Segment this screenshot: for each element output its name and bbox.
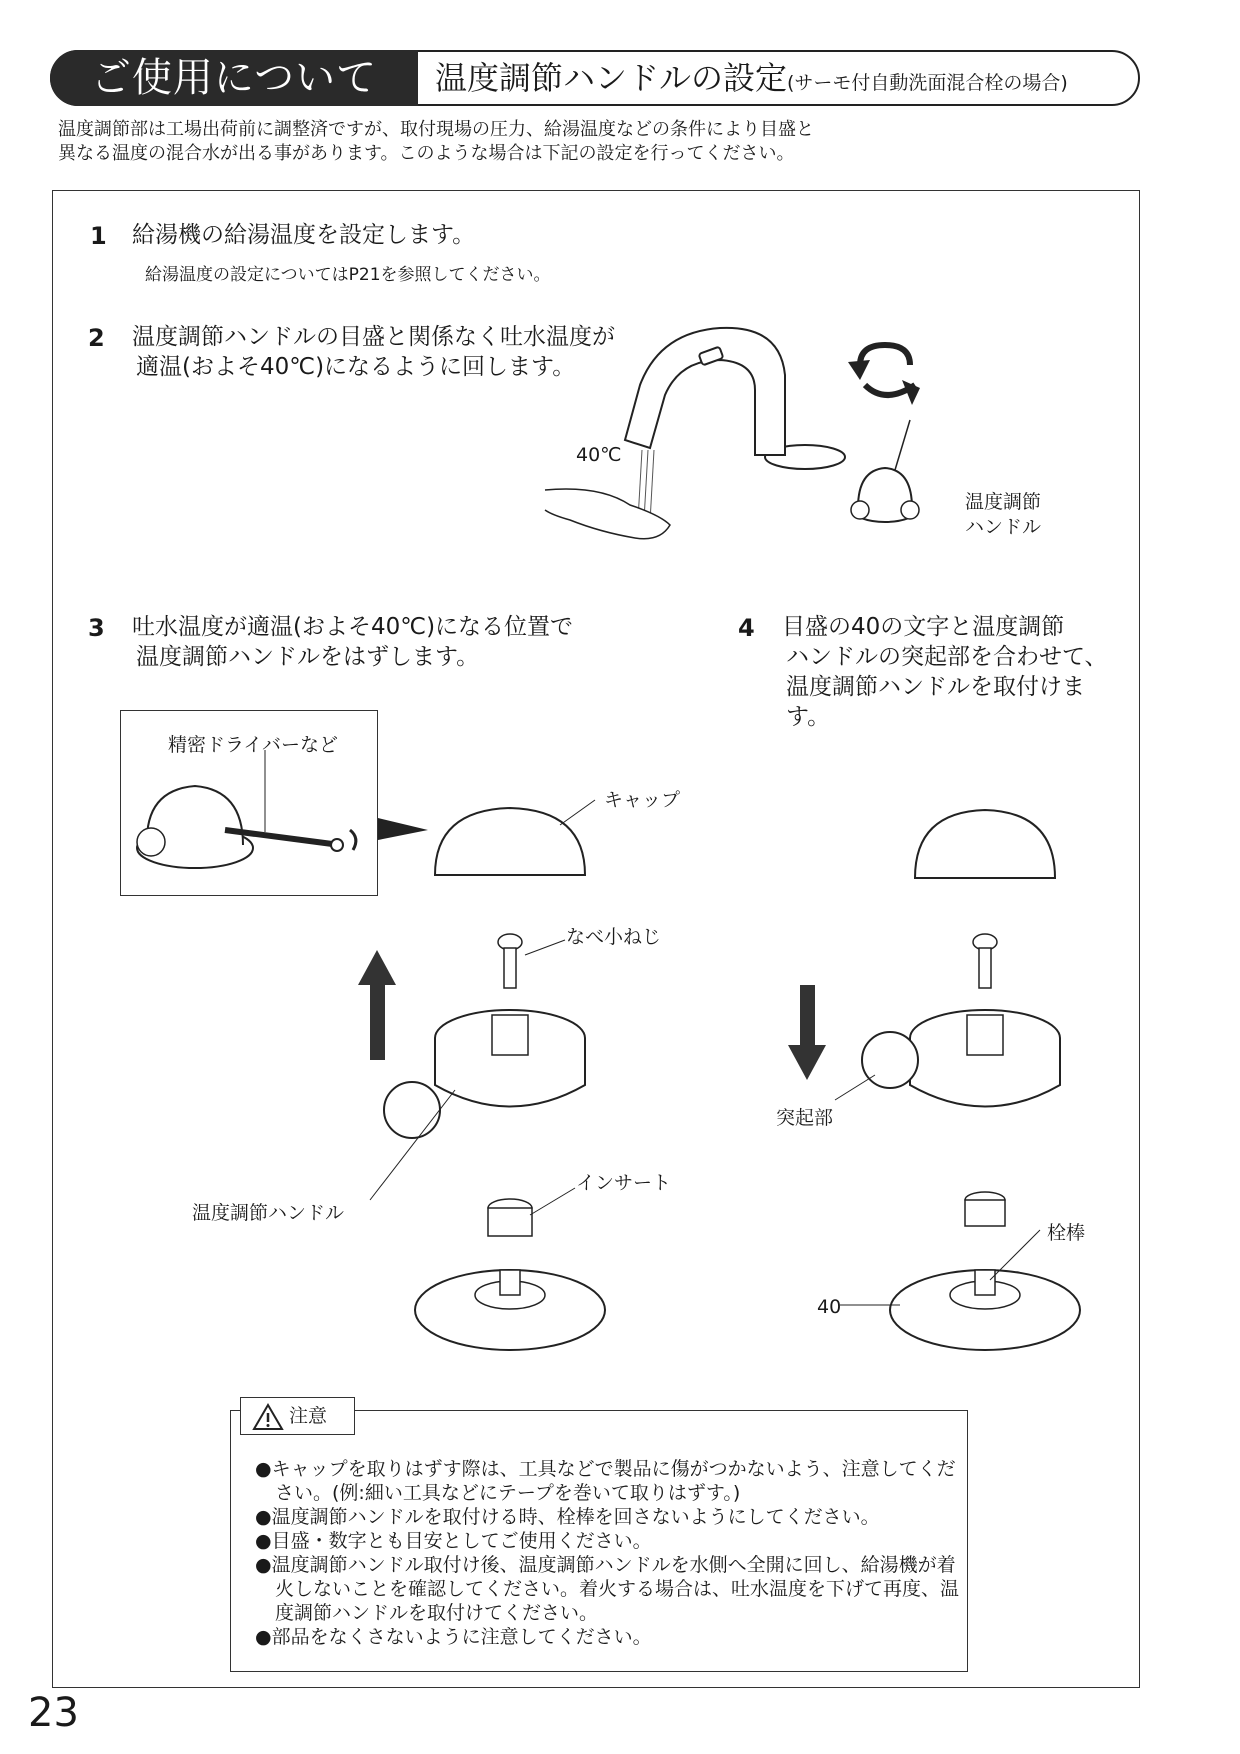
section-title: ご使用について	[50, 50, 418, 106]
step-number: 4	[738, 614, 755, 642]
step-number: 3	[88, 614, 105, 642]
insert-shape	[965, 1192, 1005, 1226]
intro-text	[58, 118, 814, 166]
driver-label: 精密ドライバーなど	[168, 734, 339, 756]
faucet-spout	[625, 328, 785, 455]
mark-40-label: 40	[817, 1296, 842, 1318]
caution-box	[230, 1410, 968, 1672]
page-subtitle	[435, 50, 1068, 106]
down-arrow-icon	[788, 985, 826, 1080]
step-line: 吐水温度が適温(およそ40℃)になる位置で	[132, 614, 574, 640]
step-line: 温度調節ハンドルの目盛と関係なく吐水温度が	[132, 324, 615, 350]
exploded-view-install	[780, 770, 1120, 1370]
step-line: す。	[786, 704, 831, 730]
driver-illustration	[125, 750, 375, 890]
step-number: 2	[88, 324, 105, 352]
screw-shape	[973, 934, 997, 988]
step-note: 給湯温度の設定についてはP21を参照してください。	[145, 265, 551, 285]
page-header	[50, 50, 1140, 106]
temp-label: 40℃	[576, 444, 622, 466]
step-line: 温度調節ハンドルをはずします。	[136, 644, 480, 670]
cap-shape	[915, 810, 1055, 878]
cap-label: キャップ	[604, 789, 681, 811]
leader-lines-left	[340, 770, 680, 1370]
caution-list	[255, 1457, 967, 1649]
caution-item: ● キャップを取りはずす際は、工具などで製品に傷がつかないよう、注意してください。(例:細い工具などにテープを巻いて取りはずす。)	[255, 1457, 967, 1505]
warning-icon	[252, 1403, 284, 1431]
handle-label: ハンドル	[965, 516, 1042, 538]
intro-line: 温度調節部は工場出荷前に調整済ですが、取付現場の圧力、給湯温度などの条件により目盛と	[58, 119, 814, 140]
handle-label: 温度調節	[965, 491, 1042, 513]
temp-handle-small	[851, 468, 919, 522]
step-line: 温度調節ハンドルを取付けま	[786, 674, 1085, 700]
step-line: 適温(およそ40℃)になるように回します。	[136, 354, 576, 380]
handle-part-label: 温度調節ハンドル	[192, 1202, 345, 1224]
protrusion-label: 突起部	[776, 1107, 834, 1129]
insert-label: インサート	[576, 1172, 672, 1194]
spindle-label: 栓棒	[1047, 1222, 1086, 1244]
rotate-arrow-icon	[848, 345, 920, 405]
step-text: 給湯機の給湯温度を設定します。	[132, 222, 476, 248]
step-line: 目盛の40の文字と温度調節	[782, 614, 1065, 640]
caution-item: ● 目盛・数字とも目安としてご使用ください。	[255, 1529, 967, 1553]
step-text	[132, 612, 573, 672]
handle-shape	[862, 1010, 1060, 1107]
step-number: 1	[90, 222, 107, 250]
step-text	[782, 612, 1108, 732]
page-number: 23	[28, 1690, 79, 1736]
base-plate-shape	[890, 1270, 1080, 1350]
subtitle-text: 温度調節ハンドルの設定	[435, 59, 788, 97]
intro-line: 異なる温度の混合水が出る事があります。このような場合は下記の設定を行ってください。	[58, 143, 795, 164]
caution-title: 注意	[240, 1397, 355, 1435]
caution-item: ● 部品をなくさないように注意してください。	[255, 1625, 967, 1649]
subtitle-note: (サーモ付自動洗面混合栓の場合)	[787, 72, 1068, 94]
caution-item: ● 温度調節ハンドル取付け後、温度調節ハンドルを水側へ全開に回し、給湯機が着火しないことを確認してください。着火する場合は、吐水温度を下げて再度、温度調節ハンドルを取付けてください。	[255, 1553, 967, 1625]
screw-label: なべ小ねじ	[566, 926, 662, 948]
caution-item: ● 温度調節ハンドルを取付ける時、栓棒を回さないようにしてください。	[255, 1505, 967, 1529]
step-line: ハンドルの突起部を合わせて、	[786, 644, 1108, 670]
